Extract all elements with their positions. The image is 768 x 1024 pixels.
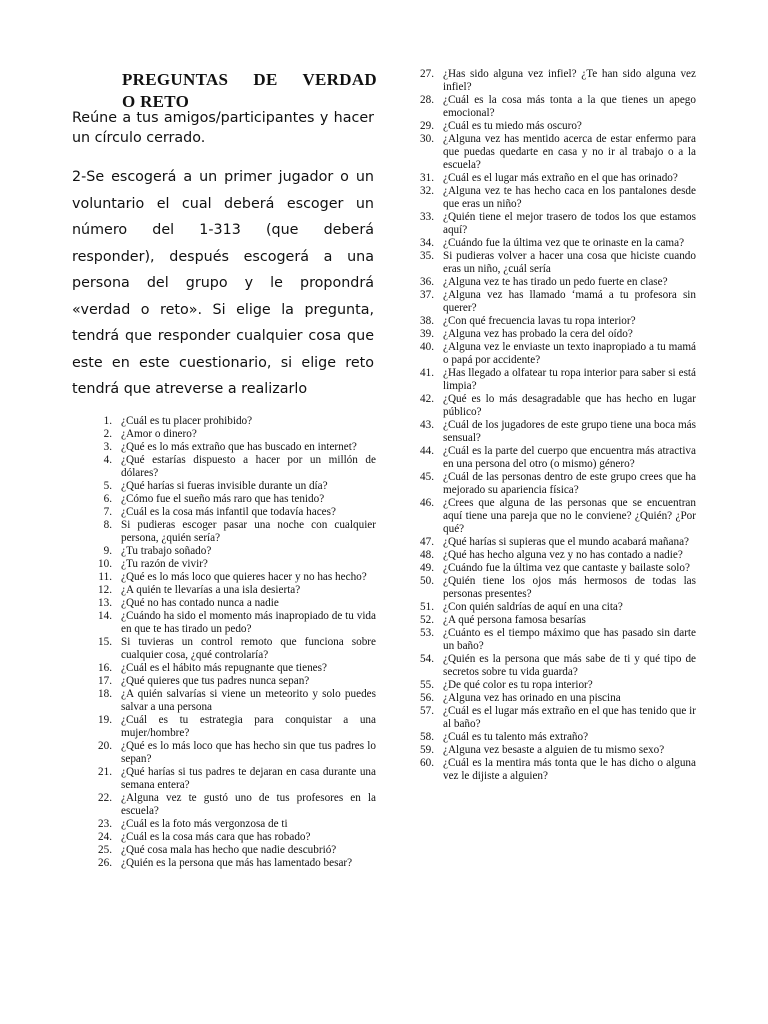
question-text: ¿Alguna vez has orinado en una piscina <box>443 692 621 704</box>
question-item <box>90 792 376 818</box>
question-text: ¿Qué has hecho alguna vez y no has contado a nadie? <box>443 549 683 561</box>
question-item <box>412 757 696 783</box>
question-text: ¿Tu razón de vivir? <box>121 558 208 570</box>
question-item <box>90 740 376 766</box>
question-text: ¿Cuál es la cosa más cara que has robado? <box>121 831 311 843</box>
question-item <box>90 636 376 662</box>
question-number: 39. <box>420 328 434 340</box>
question-number: 42. <box>420 393 434 405</box>
question-text: ¿A qué persona famosa besarías <box>443 614 586 626</box>
question-item <box>90 688 376 714</box>
question-text: ¿Qué es lo más loco que quieres hacer y no has hecho? <box>121 571 367 583</box>
question-item <box>412 120 696 133</box>
question-number: 27. <box>420 68 434 80</box>
question-item <box>90 441 376 454</box>
question-item <box>412 94 696 120</box>
question-number: 18. <box>98 688 112 700</box>
question-text: ¿Qué estarías dispuesto a hacer por un millón de dólares? <box>121 454 376 479</box>
question-text: ¿Cuál es tu talento más extraño? <box>443 731 589 743</box>
question-number: 35. <box>420 250 434 262</box>
question-number: 55. <box>420 679 434 691</box>
question-text: ¿Cuál de las personas dentro de este grupo crees que ha mejorado su apariencia física? <box>443 471 696 496</box>
question-number: 38. <box>420 315 434 327</box>
question-item <box>412 172 696 185</box>
question-item <box>412 497 696 536</box>
question-item <box>90 714 376 740</box>
question-number: 29. <box>420 120 434 132</box>
question-number: 9. <box>103 545 112 557</box>
question-number: 45. <box>420 471 434 483</box>
question-text: ¿Cuál es la cosa más infantil que todavía haces? <box>121 506 336 518</box>
question-number: 60. <box>420 757 434 769</box>
question-text: ¿De qué color es tu ropa interior? <box>443 679 593 691</box>
question-number: 54. <box>420 653 434 665</box>
question-text: Si pudieras volver a hacer una cosa que hiciste cuando eras un niño, ¿cuál sería <box>443 250 696 275</box>
question-text: ¿Cuál es la foto más vergonzosa de ti <box>121 818 288 830</box>
question-number: 31. <box>420 172 434 184</box>
question-text: ¿Cuál es tu estrategia para conquistar a una mujer/hombre? <box>121 714 376 739</box>
question-item <box>412 627 696 653</box>
question-number: 26. <box>98 857 112 869</box>
question-item <box>90 584 376 597</box>
question-number: 58. <box>420 731 434 743</box>
question-number: 46. <box>420 497 434 509</box>
question-text: ¿Has llegado a olfatear tu ropa interior para saber si está limpia? <box>443 367 696 392</box>
question-item <box>412 575 696 601</box>
question-text: ¿Quién es la persona que más has lamentado besar? <box>121 857 353 869</box>
question-number: 50. <box>420 575 434 587</box>
question-item <box>412 276 696 289</box>
question-text: ¿Qué es lo más loco que has hecho sin que tus padres lo sepan? <box>121 740 376 765</box>
question-number: 13. <box>98 597 112 609</box>
question-number: 33. <box>420 211 434 223</box>
question-item <box>412 341 696 367</box>
question-text: Si tuvieras un control remoto que funciona sobre cualquier cosa, ¿qué controlaría? <box>121 636 376 661</box>
question-text: ¿Alguna vez te gustó uno de tus profesores en la escuela? <box>121 792 376 817</box>
question-text: ¿Quién es la persona que más sabe de ti y qué tipo de secretos sobre tu vida guarda? <box>443 653 696 678</box>
question-number: 47. <box>420 536 434 548</box>
question-text: ¿A quién te llevarías a una isla desierta? <box>121 584 301 596</box>
question-item <box>90 831 376 844</box>
question-text: ¿Cuál es la mentira más tonta que le has dicho o alguna vez le dijiste a alguien? <box>443 757 696 782</box>
question-item <box>90 415 376 428</box>
question-item <box>412 731 696 744</box>
question-item <box>90 857 376 870</box>
question-number: 22. <box>98 792 112 804</box>
question-text: ¿Cuál es la cosa más tonta a la que tienes un apego emocional? <box>443 94 696 119</box>
question-text: ¿Tu trabajo soñado? <box>121 545 212 557</box>
question-number: 44. <box>420 445 434 457</box>
question-item <box>412 445 696 471</box>
question-text: ¿Cuándo fue la última vez que cantaste y bailaste solo? <box>443 562 690 574</box>
question-number: 34. <box>420 237 434 249</box>
question-item <box>90 480 376 493</box>
question-number: 23. <box>98 818 112 830</box>
question-item <box>412 549 696 562</box>
question-text: ¿Cómo fue el sueño más raro que has tenido? <box>121 493 325 505</box>
question-number: 57. <box>420 705 434 717</box>
question-text: ¿Cuál es el lugar más extraño en el que has orinado? <box>443 172 678 184</box>
question-item <box>90 597 376 610</box>
question-text: ¿Has sido alguna vez infiel? ¿Te han sido alguna vez infiel? <box>443 68 696 93</box>
question-number: 28. <box>420 94 434 106</box>
question-item <box>412 705 696 731</box>
question-text: ¿Qué cosa mala has hecho que nadie descubrió? <box>121 844 337 856</box>
question-item <box>412 614 696 627</box>
question-text: ¿Qué harías si supieras que el mundo acabará mañana? <box>443 536 690 548</box>
question-number: 16. <box>98 662 112 674</box>
question-item <box>412 601 696 614</box>
question-item <box>90 818 376 831</box>
title-line-1: PREGUNTAS DE VERDAD <box>122 70 377 89</box>
question-text: ¿Cuál es tu placer prohibido? <box>121 415 253 427</box>
question-item <box>90 662 376 675</box>
question-item <box>412 536 696 549</box>
question-item <box>412 289 696 315</box>
intro-paragraph-2: 2-Se escogerá a un primer jugador o un voluntario el cual deberá escoger un número del 1-313 (que deberá responder), después escogerá a una persona del grupo y le propondrá «verdad o reto». Si elige la pregunta, tendrá que responder cualquier cosa que este en este cuestionario, si elige reto tendrá que atreverse a realizarlo <box>72 169 374 397</box>
document-title <box>122 69 377 113</box>
question-item <box>412 393 696 419</box>
question-number: 37. <box>420 289 434 301</box>
question-text: ¿Crees que alguna de las personas que se encuentran aquí tiene una pareja que no le conviene? ¿Quién? ¿Por qué? <box>443 497 696 535</box>
question-item <box>412 419 696 445</box>
question-text: ¿Cuál es tu miedo más oscuro? <box>443 120 582 132</box>
question-item <box>412 679 696 692</box>
question-number: 24. <box>98 831 112 843</box>
question-number: 3. <box>103 441 112 453</box>
question-number: 56. <box>420 692 434 704</box>
question-number: 40. <box>420 341 434 353</box>
question-number: 25. <box>98 844 112 856</box>
question-number: 2. <box>103 428 112 440</box>
question-item <box>412 471 696 497</box>
question-item <box>90 506 376 519</box>
question-item <box>90 675 376 688</box>
question-number: 48. <box>420 549 434 561</box>
question-item <box>90 558 376 571</box>
question-number: 8. <box>103 519 112 531</box>
question-number: 41. <box>420 367 434 379</box>
question-item <box>90 454 376 480</box>
question-item <box>90 428 376 441</box>
questions-list-left <box>90 415 376 870</box>
question-text: ¿Con quién saldrías de aquí en una cita? <box>443 601 623 613</box>
question-text: ¿Cuál es la parte del cuerpo que encuentra más atractiva en una persona del otro (o mismo) género? <box>443 445 696 470</box>
question-text: ¿Cuándo fue la última vez que te orinaste en la cama? <box>443 237 685 249</box>
question-item <box>90 610 376 636</box>
question-text: ¿Alguna vez le enviaste un texto inapropiado a tu mamá o papá por accidente? <box>443 341 696 366</box>
question-text: ¿Alguna vez te has tirado un pedo fuerte en clase? <box>443 276 668 288</box>
questions-list-right <box>412 68 696 783</box>
question-number: 4. <box>103 454 112 466</box>
question-item <box>412 250 696 276</box>
question-text: ¿Cuánto es el tiempo máximo que has pasado sin darte un baño? <box>443 627 696 652</box>
question-number: 6. <box>103 493 112 505</box>
question-number: 59. <box>420 744 434 756</box>
question-number: 20. <box>98 740 112 752</box>
question-number: 5. <box>103 480 112 492</box>
title-line-2: O RETO <box>122 92 190 111</box>
question-number: 15. <box>98 636 112 648</box>
question-text: ¿Alguna vez besaste a alguien de tu mismo sexo? <box>443 744 665 756</box>
question-text: ¿Cuál es el lugar más extraño en el que has tenido que ir al baño? <box>443 705 696 730</box>
question-number: 14. <box>98 610 112 622</box>
question-text: ¿Alguna vez has llamado ‘mamá a tu profesora sin querer? <box>443 289 696 314</box>
question-text: ¿Qué quieres que tus padres nunca sepan? <box>121 675 310 687</box>
question-item <box>412 562 696 575</box>
question-item <box>412 328 696 341</box>
question-number: 49. <box>420 562 434 574</box>
question-item <box>412 367 696 393</box>
intro-paragraph-1: Reúne a tus amigos/participantes y hacer un círculo cerrado. <box>72 110 374 146</box>
question-number: 51. <box>420 601 434 613</box>
question-item <box>90 519 376 545</box>
question-item <box>412 744 696 757</box>
question-number: 17. <box>98 675 112 687</box>
question-number: 21. <box>98 766 112 778</box>
question-item <box>90 844 376 857</box>
question-text: ¿A quién salvarías si viene un meteorito y solo puedes salvar a una persona <box>121 688 376 713</box>
question-text: ¿Qué harías si tus padres te dejaran en casa durante una semana entera? <box>121 766 376 791</box>
question-number: 52. <box>420 614 434 626</box>
question-item <box>412 133 696 172</box>
question-item <box>412 237 696 250</box>
question-text: ¿Con qué frecuencia lavas tu ropa interior? <box>443 315 636 327</box>
question-text: ¿Qué harías si fueras invisible durante un día? <box>121 480 328 492</box>
question-number: 53. <box>420 627 434 639</box>
question-text: ¿Alguna vez te has hecho caca en los pantalones desde que eras un niño? <box>443 185 696 210</box>
question-text: ¿Cuándo ha sido el momento más inapropiado de tu vida en que te has tirado un pedo? <box>121 610 376 635</box>
question-number: 1. <box>103 415 112 427</box>
question-text: ¿Alguna vez has probado la cera del oído? <box>443 328 633 340</box>
question-number: 19. <box>98 714 112 726</box>
question-item <box>412 692 696 705</box>
question-number: 11. <box>98 571 112 583</box>
question-text: ¿Alguna vez has mentido acerca de estar enfermo para que puedas quedarte en casa y no ir al trabajo o a la escuela? <box>443 133 696 171</box>
question-item <box>412 185 696 211</box>
question-text: Si pudieras escoger pasar una noche con cualquier persona, ¿quién sería? <box>121 519 376 544</box>
question-text: ¿Qué no has contado nunca a nadie <box>121 597 279 609</box>
question-number: 30. <box>420 133 434 145</box>
question-item <box>412 653 696 679</box>
question-item <box>90 766 376 792</box>
question-item <box>412 211 696 237</box>
question-number: 32. <box>420 185 434 197</box>
question-text: ¿Quién tiene el mejor trasero de todos los que estamos aquí? <box>443 211 696 236</box>
question-item <box>90 545 376 558</box>
question-text: ¿Qué es lo más extraño que has buscado en internet? <box>121 441 357 453</box>
question-item <box>90 493 376 506</box>
question-text: ¿Qué es lo más desagradable que has hecho en lugar público? <box>443 393 696 418</box>
question-text: ¿Cuál de los jugadores de este grupo tiene una boca más sensual? <box>443 419 696 444</box>
question-number: 7. <box>103 506 112 518</box>
question-text: ¿Cuál es el hábito más repugnante que tienes? <box>121 662 327 674</box>
question-text: ¿Amor o dinero? <box>121 428 197 440</box>
question-item <box>412 315 696 328</box>
question-number: 12. <box>98 584 112 596</box>
question-item <box>412 68 696 94</box>
question-number: 36. <box>420 276 434 288</box>
question-number: 43. <box>420 419 434 431</box>
question-item <box>90 571 376 584</box>
question-text: ¿Quién tiene los ojos más hermosos de todas las personas presentes? <box>443 575 696 600</box>
question-number: 10. <box>98 558 112 570</box>
